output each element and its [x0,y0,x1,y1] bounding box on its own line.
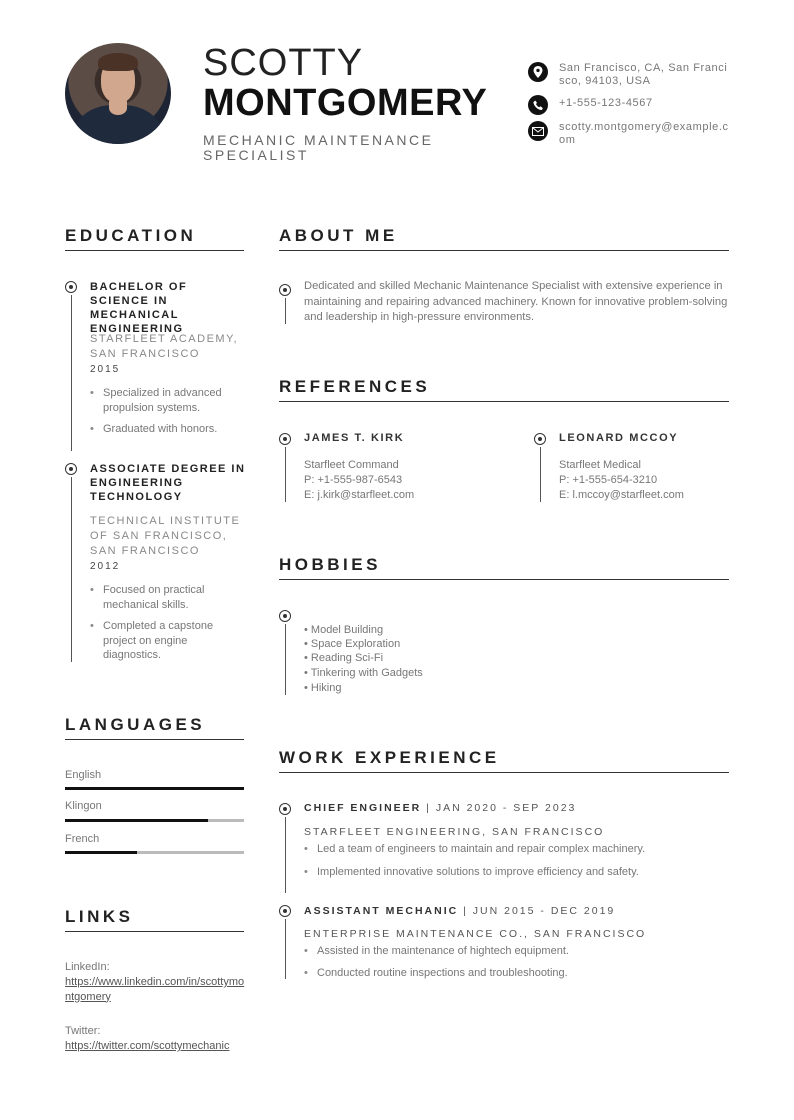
job-header: ASSISTANT MECHANIC | JUN 2015 - DEC 2019 [304,905,616,917]
reference-timeline-dot [279,433,291,445]
last-name: MONTGOMERY [203,82,488,124]
hobbies-heading: HOBBIES [279,555,381,574]
education-degree: BACHELOR OF SCIENCE IN MECHANICAL ENGINEERING [90,281,188,335]
work-divider [279,772,729,773]
education-bullet: • Graduated with honors. [90,423,218,435]
reference-name: JAMES T. KIRK [304,432,405,444]
contact-email [528,121,729,146]
education-heading: EDUCATION [65,226,197,245]
education-degree: ASSOCIATE DEGREE IN ENGINEERING TECHNOLOGY [90,463,246,503]
links-heading: LINKS [65,907,134,926]
job-header: CHIEF ENGINEER | JAN 2020 - SEP 2023 [304,802,577,814]
language-level-fill [65,787,244,790]
hobby-item: • Hiking [304,682,342,694]
language-level-bar [65,851,244,854]
hobby-item: • Model Building [304,624,384,636]
link-twitter[interactable]: https://twitter.com/scottymechanic [65,1040,230,1052]
hobbies-timeline-line [285,624,286,695]
reference-email: E: j.kirk@starfleet.com [304,489,415,501]
links-divider [65,931,244,932]
phone-icon [528,95,548,115]
job-dates: JUN 2015 - DEC 2019 [472,905,616,917]
languages-heading: LANGUAGES [65,715,206,734]
reference-timeline-line [285,447,286,502]
education-bullet: • Focused on practical mechanical skills. [90,584,205,611]
hobbies-divider [279,579,729,580]
about-timeline-dot [279,284,291,296]
reference-timeline-dot [534,433,546,445]
profile-photo [65,43,171,144]
education-school: TECHNICAL INSTITUTE OF SAN FRANCISCO, SAN FRANCISCO [90,515,241,557]
reference-org: Starfleet Medical [559,459,641,471]
about-text: Dedicated and skilled Mechanic Maintenance Specialist with extensive experience in maintaining and repairing advanced machinery. Known for innovative problem-solving and leadership in high-pressure environments. [304,280,728,323]
hobbies-timeline-dot [279,610,291,622]
language-level-bar [65,787,244,790]
education-divider [65,250,244,251]
location-pin-icon [528,62,548,82]
contact-phone [528,95,729,115]
work-timeline-line [285,919,286,979]
language-name: English [65,769,102,781]
job-bullet: • Implemented innovative solutions to improve efficiency and safety. [304,866,639,878]
education-timeline-dot [65,463,77,475]
reference-phone: P: +1-555-654-3210 [559,474,658,486]
job-dates: JAN 2020 - SEP 2023 [435,802,577,814]
education-timeline-dot [65,281,77,293]
about-timeline-line [285,298,286,324]
contact-email-text: scotty.montgomery@example.com [559,121,729,146]
link-label-linkedin: LinkedIn: [65,961,110,973]
work-timeline-dot [279,905,291,917]
job-company: STARFLEET ENGINEERING, SAN FRANCISCO [304,826,605,838]
education-bullet: • Specialized in advanced propulsion systems. [90,387,222,414]
reference-phone: P: +1-555-987-6543 [304,474,403,486]
education-timeline-line [71,295,72,451]
contact-phone-text: +1-555-123-4567 [559,97,653,109]
about-divider [279,250,729,251]
job-role: CHIEF ENGINEER [304,802,422,814]
education-year: 2015 [90,364,121,375]
language-name: French [65,833,100,845]
link-linkedin[interactable]: https://www.linkedin.com/in/scottymontgomery [65,976,245,1003]
contact-address-text: San Francisco, CA, San Francisco, 94103, USA [559,62,728,87]
reference-email: E: l.mccoy@starfleet.com [559,489,684,501]
photo-hair-shape [98,53,138,71]
language-name: Klingon [65,800,102,812]
references-heading: REFERENCES [279,377,431,396]
work-heading: WORK EXPERIENCE [279,748,500,767]
reference-name: LEONARD MCCOY [559,432,679,444]
job-bullet: • Led a team of engineers to maintain and repair complex machinery. [304,843,646,855]
language-level-bar [65,819,244,822]
education-year: 2012 [90,561,121,572]
language-level-fill [65,819,208,822]
languages-divider [65,739,244,740]
reference-timeline-line [540,447,541,502]
hobby-item: • Tinkering with Gadgets [304,667,423,679]
mail-icon [528,121,548,141]
hobby-item: • Reading Sci-Fi [304,652,384,664]
language-level-fill [65,851,137,854]
work-timeline-line [285,817,286,893]
photo-neck-shape [109,101,127,115]
job-role: ASSISTANT MECHANIC [304,905,459,917]
first-name: SCOTTY [203,42,364,84]
job-bullet: • Conducted routine inspections and troubleshooting. [304,967,568,979]
hobby-item: • Space Exploration [304,638,401,650]
link-label-twitter: Twitter: [65,1025,101,1037]
work-timeline-dot [279,803,291,815]
job-title: MECHANIC MAINTENANCE SPECIALIST [203,132,434,163]
references-divider [279,401,729,402]
contact-address [528,62,729,87]
job-bullet: • Assisted in the maintenance of hightech equipment. [304,945,569,957]
reference-org: Starfleet Command [304,459,399,471]
job-company: ENTERPRISE MAINTENANCE CO., SAN FRANCISCO [304,928,647,940]
education-school: STARFLEET ACADEMY, SAN FRANCISCO [90,333,239,360]
about-heading: ABOUT ME [279,226,398,245]
education-bullet: • Completed a capstone project on engine diagnostics. [90,620,214,661]
education-timeline-line [71,477,72,662]
